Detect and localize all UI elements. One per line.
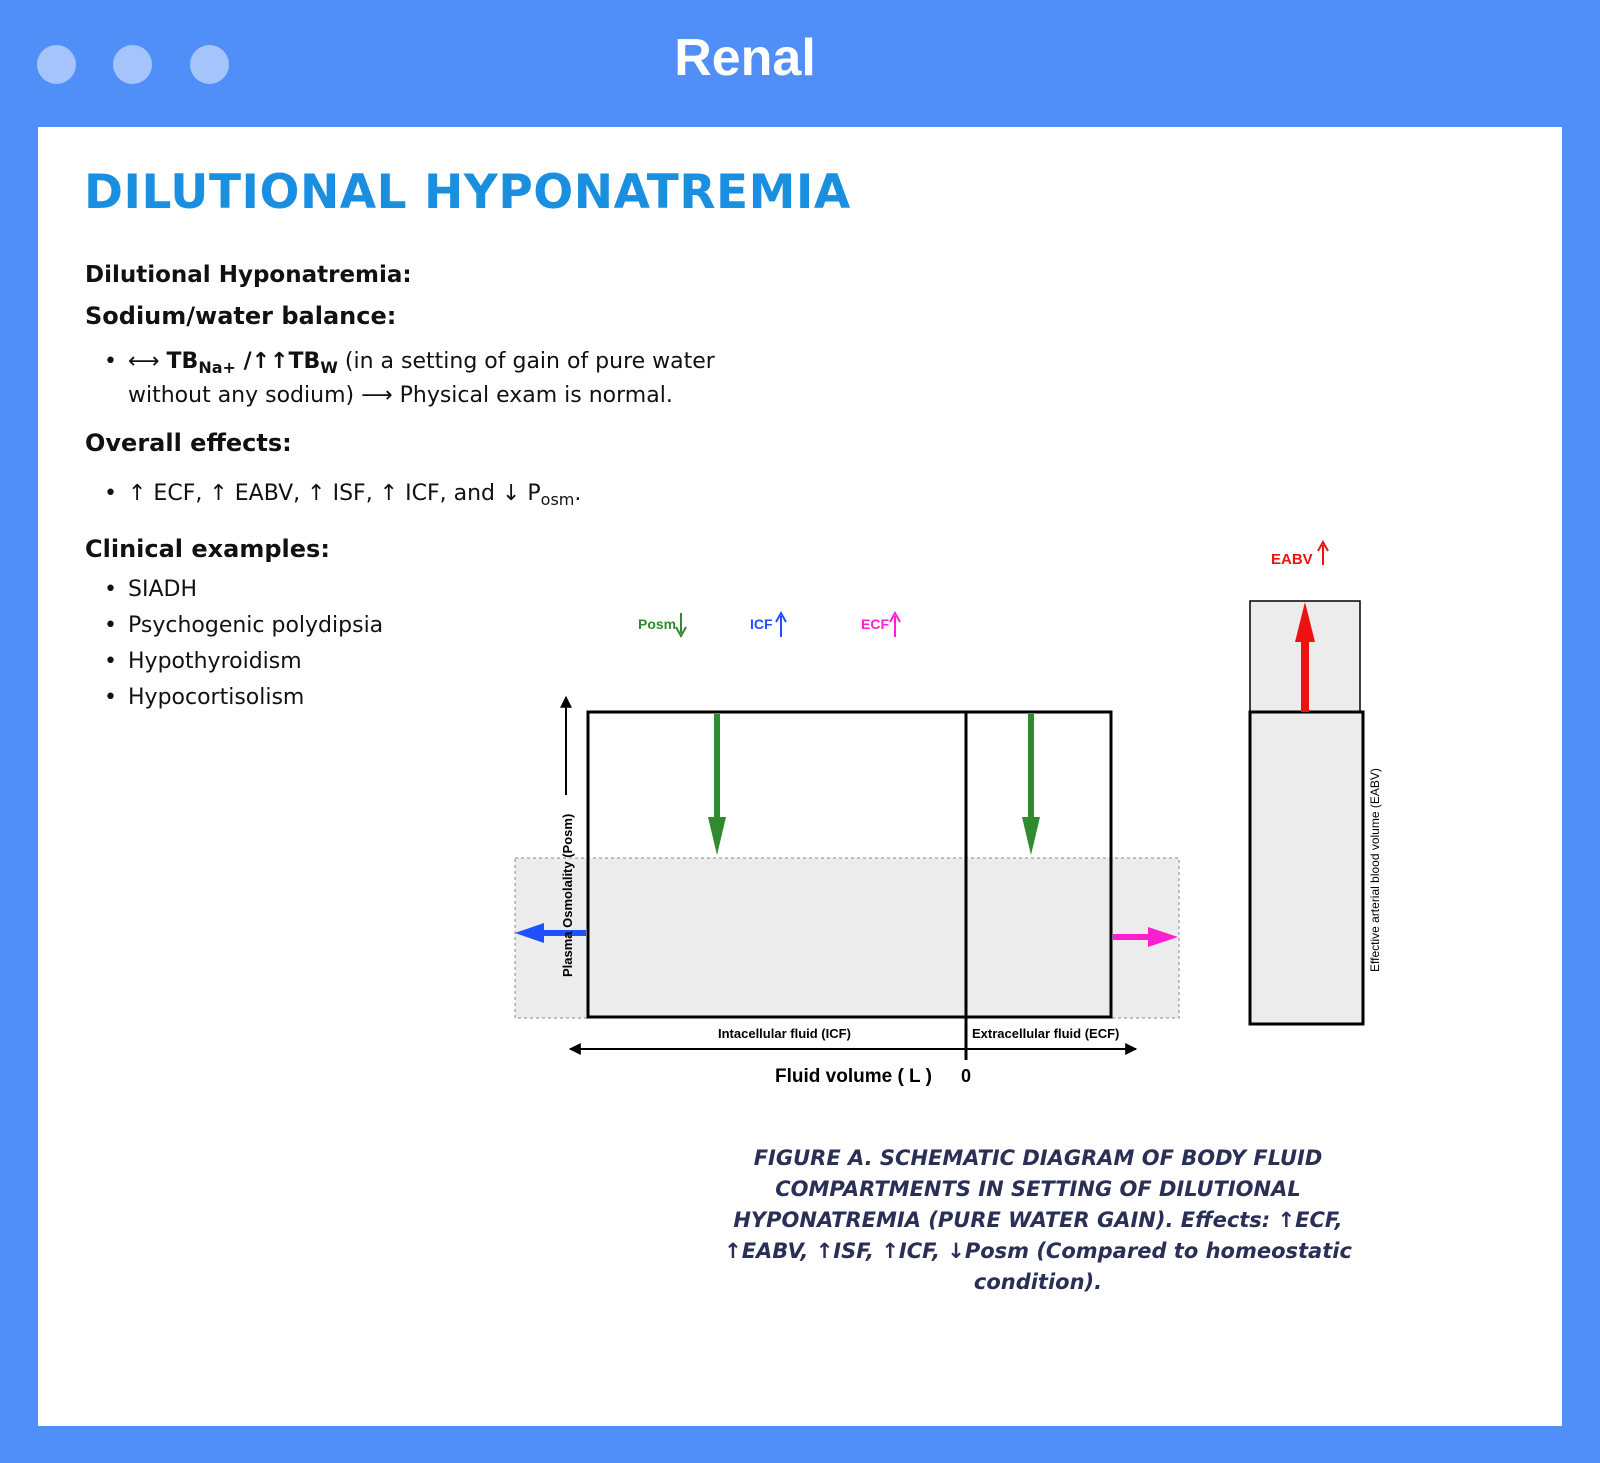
title-bar xyxy=(0,0,1600,127)
icf-compartment-label: Intacellular fluid (ICF) xyxy=(718,1026,851,1041)
balance-title: Sodium/water balance: xyxy=(85,302,397,330)
tbw-label: /↑↑TB xyxy=(235,349,321,374)
eabv-box xyxy=(1250,712,1363,1024)
icf-green-arrow-icon xyxy=(708,714,726,855)
icf-label: ICF xyxy=(750,616,773,632)
tb-label: TB xyxy=(166,349,199,374)
eabv-label: EABV xyxy=(1271,551,1313,568)
ecf-up-arrow-icon xyxy=(890,613,900,637)
osm-sub: osm xyxy=(540,490,575,509)
caption-line: COMPARTMENTS IN SETTING OF DILUTIONAL xyxy=(775,1177,1301,1201)
posm-label: Posm xyxy=(638,616,677,632)
both-arrow-icon: ⟷ xyxy=(128,349,160,374)
list-item: • Hypocortisolism xyxy=(102,680,383,716)
clinical-title: Clinical examples: xyxy=(85,535,330,563)
eabv-up-arrow-icon xyxy=(1318,542,1328,565)
effects-title: Overall effects: xyxy=(85,429,292,457)
y-axis-label: Plasma Osmolality (Posm) xyxy=(560,813,575,977)
zero-label: 0 xyxy=(961,1066,972,1086)
x-axis-label: Fluid volume ( L ) xyxy=(775,1066,932,1087)
window-title: Renal xyxy=(674,29,816,87)
list-item: • SIADH xyxy=(102,572,383,608)
content-panel xyxy=(38,127,1562,1426)
caption-line: HYPONATREMIA (PURE WATER GAIN). Effects: ↑ECF, xyxy=(733,1208,1343,1232)
ecf-compartment-label: Extracellular fluid (ECF) xyxy=(972,1026,1120,1041)
ecf-green-arrow-icon xyxy=(1022,714,1040,855)
caption-line: FIGURE A. SCHEMATIC DIAGRAM OF BODY FLUID xyxy=(753,1146,1323,1170)
section-label: Dilutional Hyponatremia: xyxy=(85,262,412,288)
figure-caption xyxy=(668,1143,1408,1298)
effects-text: ↑ ECF, ↑ EABV, ↑ ISF, ↑ ICF, and ↓ P xyxy=(128,481,541,506)
caption-line: ↑EABV, ↑ISF, ↑ICF, ↓Posm (Compared to homeostatic condition). xyxy=(724,1239,1352,1294)
baseline-region xyxy=(515,858,1179,1018)
list-item: • Psychogenic polydipsia xyxy=(102,608,383,644)
list-item: • Hypothyroidism xyxy=(102,644,383,680)
page-title: DILUTIONAL HYPONATREMIA xyxy=(84,165,851,220)
balance-text: (in a setting of gain of pure water without any sodium) ⟶ Physical exam is normal. xyxy=(128,349,715,408)
posm-down-arrow-icon xyxy=(676,613,686,636)
na-sub: Na+ xyxy=(198,358,236,377)
eabv-axis-label: Effective arterial blood volume (EABV) xyxy=(1368,768,1382,972)
ecf-label: ECF xyxy=(861,616,889,632)
effects-end: . xyxy=(574,481,582,506)
icf-up-arrow-icon xyxy=(776,613,786,637)
w-sub: W xyxy=(320,358,338,377)
